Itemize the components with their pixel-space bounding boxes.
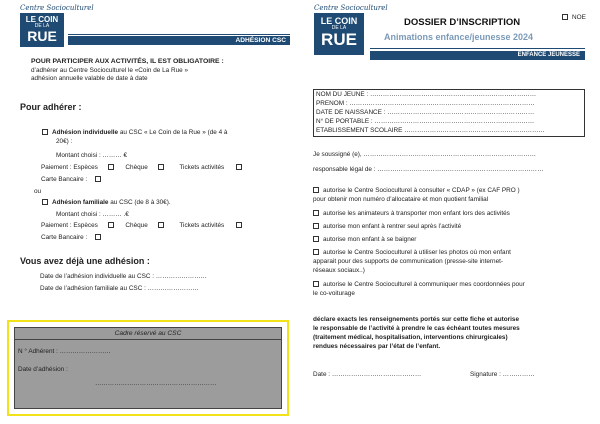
field-portable[interactable]: N° DE PORTABLE : ………………………………………………………………… <box>316 118 535 125</box>
right-logo-script: Centre Socioculturel <box>314 4 388 12</box>
especes-checkbox-2[interactable] <box>108 222 114 228</box>
declaration-line-1: déclare exacts les renseignements portés sur cette fiche et autorise <box>313 316 520 323</box>
auth-covoiturage-text-1: autorise le Centre Socioculturel à communiquer mes coordonnées pour <box>323 281 525 288</box>
noe-row <box>562 14 586 22</box>
auth-photos-row <box>313 249 511 257</box>
pour-adherer-heading: Pour adhérer : <box>20 102 82 112</box>
auth-photos-text-2: apparait pour des supports de communication (presse-site internet- <box>313 258 504 265</box>
intro-text-1: d’adhérer au Centre Socioculturel le «Coin de La Rue » <box>31 67 189 74</box>
right-logo-line1: LE COIN <box>320 16 358 26</box>
signature-field[interactable]: Signature : …………… <box>470 371 535 378</box>
familiale-montant: Montant choisi : ……… .€ <box>56 211 129 218</box>
cadre-reserve-box <box>14 327 282 409</box>
responsable-legal[interactable]: responsable légal de : …………………………………………………………………… <box>313 166 544 173</box>
field-etablissement[interactable]: ETABLISSEMENT SCOLAIRE ………………………………………………………… <box>316 127 545 134</box>
date-adhesion-individuelle: Date de l’adhésion individuelle au CSC : …………………… <box>40 273 207 280</box>
tickets-label: Tickets activités <box>179 164 225 171</box>
individuelle-montant: Montant choisi : ……… € <box>56 152 128 159</box>
carte-bancaire-label: Carte Bancaire : <box>41 176 88 183</box>
auth-transport-text: autorise les animateurs à transporter mon enfant lors des activités <box>323 210 510 217</box>
noe-checkbox[interactable] <box>562 14 568 20</box>
tickets-checkbox[interactable] <box>236 164 242 170</box>
auth-cdap-row <box>313 187 520 195</box>
adhesion-individuelle-row <box>42 129 227 137</box>
auth-rentrer-seul-text: autorise mon enfant à rentrer seul après l’activité <box>323 223 462 230</box>
adhesion-familiale-label: Adhésion familiale <box>52 199 109 206</box>
auth-covoiturage-checkbox[interactable] <box>313 281 319 287</box>
tickets-checkbox-2[interactable] <box>236 222 242 228</box>
auth-rentrer-seul-checkbox[interactable] <box>313 223 319 229</box>
ou-text: ou <box>34 188 42 195</box>
dossier-subtitle: Animations enfance/jeunesse 2024 <box>384 32 534 42</box>
date-adhesion-familiale: Date de l’adhésion familiale au CSC : …………………… <box>40 285 199 292</box>
adhesion-familiale-row <box>42 199 171 207</box>
student-info-box <box>313 89 585 137</box>
intro-title: POUR PARTICIPER AUX ACTIVITÉS, IL EST OBLIGATOIRE : <box>31 58 224 65</box>
familiale-paiement-row <box>41 222 246 230</box>
auth-transport-checkbox[interactable] <box>313 210 319 216</box>
declaration-line-4: rendues nécessaires par l’état de l’enfant. <box>313 343 441 350</box>
cadre-numero-adherent[interactable]: N ° Adhérent : …………………… <box>18 348 111 355</box>
noe-label: NOE <box>572 14 586 21</box>
individuelle-carte-row <box>41 176 105 184</box>
adhesion-individuelle-rest: au CSC « Le Coin de la Rue » (de 4 à <box>119 129 228 136</box>
left-divider <box>68 34 290 35</box>
auth-cdap-text-1: autorise le Centre Socioculturel à consulter « CDAP » (ex CAF PRO ) <box>323 187 520 194</box>
right-band: ENFANCE JEUNESSE <box>370 51 585 60</box>
field-date-naissance[interactable]: DATE DE NAISSANCE : …………………………………………………………… <box>316 109 535 116</box>
adhesion-individuelle-checkbox[interactable] <box>42 129 48 135</box>
cadre-title: Cadre réservé au CSC <box>15 328 281 340</box>
auth-cdap-text-2: pour obtenir mon numéro d’allocataire et mon quotient familial <box>313 196 489 203</box>
cadre-date-adhesion: Date d’adhésion : <box>18 366 68 373</box>
adhesion-familiale-checkbox[interactable] <box>42 199 48 205</box>
right-logo-line3: RUE <box>321 30 357 49</box>
carte-bancaire-checkbox[interactable] <box>95 176 101 182</box>
carte-bancaire-checkbox-2[interactable] <box>95 234 101 240</box>
cheque-label: Chèque <box>125 164 148 171</box>
auth-transport-row <box>313 210 510 218</box>
right-logo <box>314 13 364 55</box>
paiement-especes-label-2: Paiement : Espèces <box>41 222 98 229</box>
left-logo-script: Centre Socioculturel <box>20 4 94 12</box>
left-logo-line2: DE LA <box>34 23 50 29</box>
left-band: ADHÉSION CSC <box>68 36 290 45</box>
individuelle-paiement-row <box>41 164 246 172</box>
dossier-title: DOSSIER D’INSCRIPTION <box>404 17 521 28</box>
deja-adhesion-heading: Vous avez déjà une adhésion : <box>20 256 150 266</box>
auth-cdap-checkbox[interactable] <box>313 187 319 193</box>
declaration-line-2: le responsable de l’activité à prendre le cas échéant toutes mesures <box>313 325 520 332</box>
auth-photos-text-1: autorise le Centre Socioculturel à utiliser les photos où mon enfant <box>323 249 511 256</box>
carte-bancaire-label-2: Carte Bancaire : <box>41 234 88 241</box>
je-soussigne[interactable]: Je soussigné (e), ……………………………………………………………………… <box>313 151 536 158</box>
paiement-especes-label: Paiement : Espèces <box>41 164 98 171</box>
auth-covoiturage-text-2: le co-voiturage <box>313 290 355 297</box>
especes-checkbox[interactable] <box>108 164 114 170</box>
auth-baigner-checkbox[interactable] <box>313 236 319 242</box>
cadre-date-dots[interactable]: ………………………………………………… <box>95 380 217 387</box>
auth-baigner-row <box>313 236 416 244</box>
left-logo-line3: RUE <box>27 28 57 44</box>
date-field[interactable]: Date : …………………………………… <box>313 371 422 378</box>
right-logo-line2: DE LA <box>331 25 347 31</box>
field-prenom[interactable]: PRENOM : …………………………………………………………………………… <box>316 100 535 107</box>
left-logo-line1: LE COIN <box>25 15 59 24</box>
left-logo <box>20 13 64 47</box>
adhesion-familiale-rest: au CSC (de 8 à 30€). <box>110 199 171 206</box>
intro-text-2: adhésion annuelle valable de date à date <box>31 75 148 82</box>
auth-photos-checkbox[interactable] <box>313 249 319 255</box>
auth-rentrer-seul-row <box>313 223 461 231</box>
adhesion-individuelle-label: Adhésion individuelle <box>52 129 119 136</box>
right-divider <box>370 48 585 49</box>
cheque-checkbox[interactable] <box>158 164 164 170</box>
field-nom-jeune[interactable]: NOM DU JEUNE : …………………………………………………………………… <box>316 91 537 98</box>
familiale-carte-row <box>41 234 105 242</box>
tickets-label-2: Tickets activités <box>179 222 225 229</box>
auth-covoiturage-row <box>313 281 525 289</box>
auth-baigner-text: autorise mon enfant à se baigner <box>323 236 417 243</box>
auth-photos-text-3: réseaux sociaux..) <box>313 267 365 274</box>
cheque-checkbox-2[interactable] <box>158 222 164 228</box>
declaration-line-3: (traitement médical, hospitalisation, interventions chirurgicales) <box>313 334 508 341</box>
adhesion-individuelle-price: 20€) : <box>56 138 73 145</box>
cheque-label-2: Chèque <box>125 222 148 229</box>
